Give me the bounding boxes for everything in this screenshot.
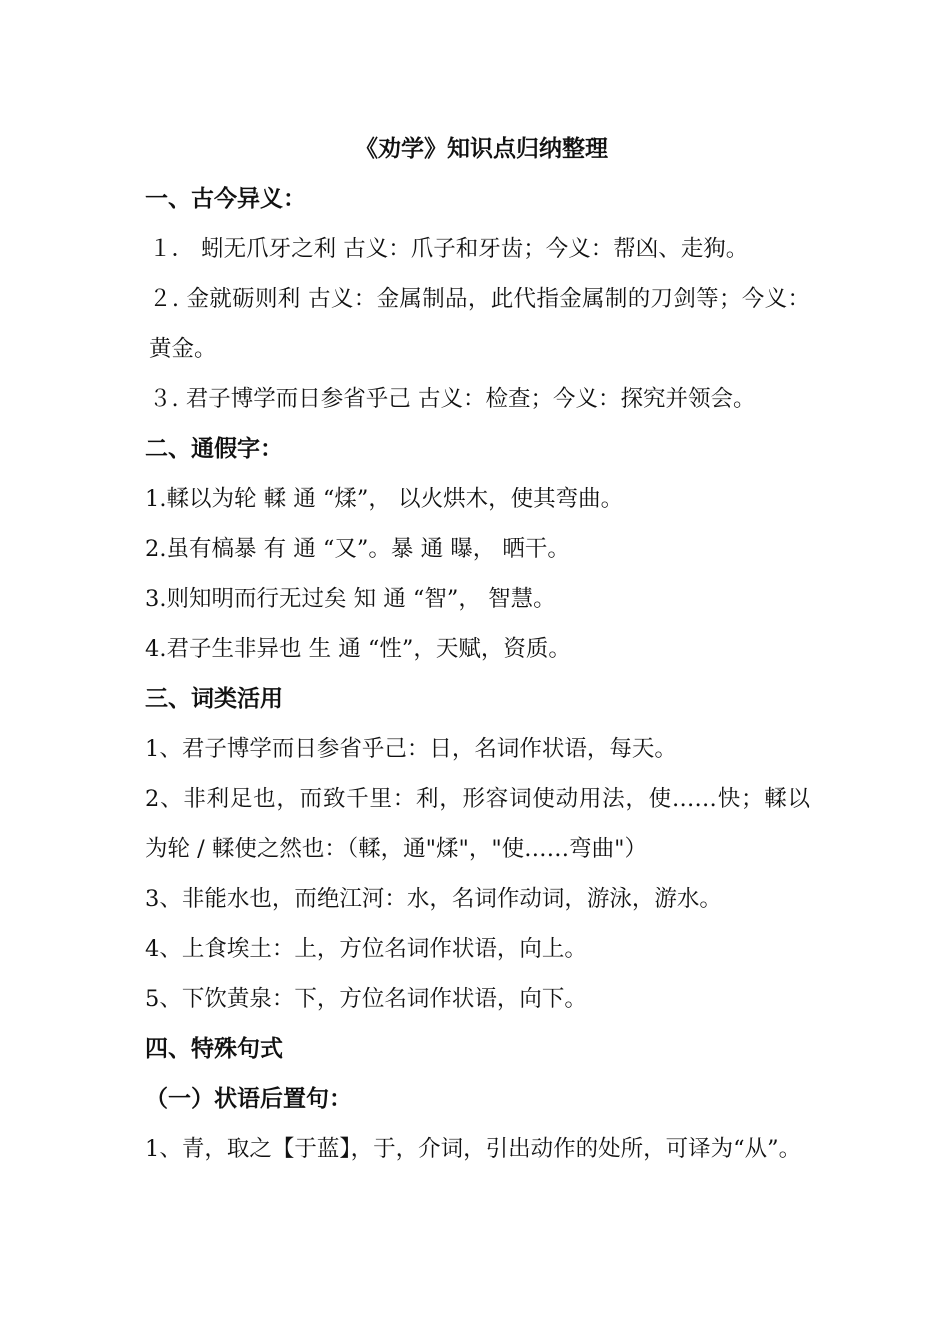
paragraph-item: 5、下饮黄泉：下，方位名词作状语，向下。 xyxy=(145,986,587,1012)
paragraph-item: 2、非利足也，而致千里：利，形容词使动用法，使……快；輮以为轮 / 輮使之然也：（輮，通"煣"，"使……弯曲"） xyxy=(145,786,810,862)
paragraph-item: ３. 君子博学而日参省乎己 古义：检查；今义：探究并领会。 xyxy=(149,386,756,412)
paragraph-item: １． 蚓无爪牙之利 古义：爪子和牙齿；今义：帮凶、走狗。 xyxy=(149,236,749,262)
paragraph-item: 3.则知明而行无过矣 知 通 “智”， 智慧。 xyxy=(145,586,556,612)
paragraph-item: 1、君子博学而日参省乎己：日，名词作状语，每天。 xyxy=(145,736,677,762)
paragraph-item: 4.君子生非异也 生 通 “性”，天赋，资质。 xyxy=(145,636,571,662)
paragraph-item: 2.虽有槁暴 有 通 “又”。暴 通 曝， 晒干。 xyxy=(145,536,570,562)
section-heading-interchangeable-characters: 二、通假字： xyxy=(145,435,283,462)
page-title: 《劝学》知识点归纳整理 xyxy=(355,135,608,162)
section-heading-ancient-modern-meaning: 一、古今异义： xyxy=(145,185,306,212)
paragraph-item: 1、青，取之【于蓝】，于，介词，引出动作的处所，可译为“从”。 xyxy=(145,1136,802,1162)
paragraph-item: 3、非能水也，而绝江河：水，名词作动词，游泳，游水。 xyxy=(145,886,722,912)
paragraph-item: 4、上食埃土：上，方位名词作状语，向上。 xyxy=(145,936,587,962)
paragraph-item: 1.輮以为轮 輮 通 “煣”， 以火烘木，使其弯曲。 xyxy=(145,486,624,512)
section-heading-word-class-usage: 三、词类活用 xyxy=(145,685,283,712)
paragraph-item: ２. 金就砺则利 古义：金属制品，此代指金属制的刀剑等；今义：黄金。 xyxy=(149,286,810,362)
subsection-heading-adverbial-postposition: （一）状语后置句： xyxy=(145,1085,352,1112)
section-heading-special-sentence-patterns: 四、特殊句式 xyxy=(145,1035,283,1062)
document-body xyxy=(145,124,810,1174)
